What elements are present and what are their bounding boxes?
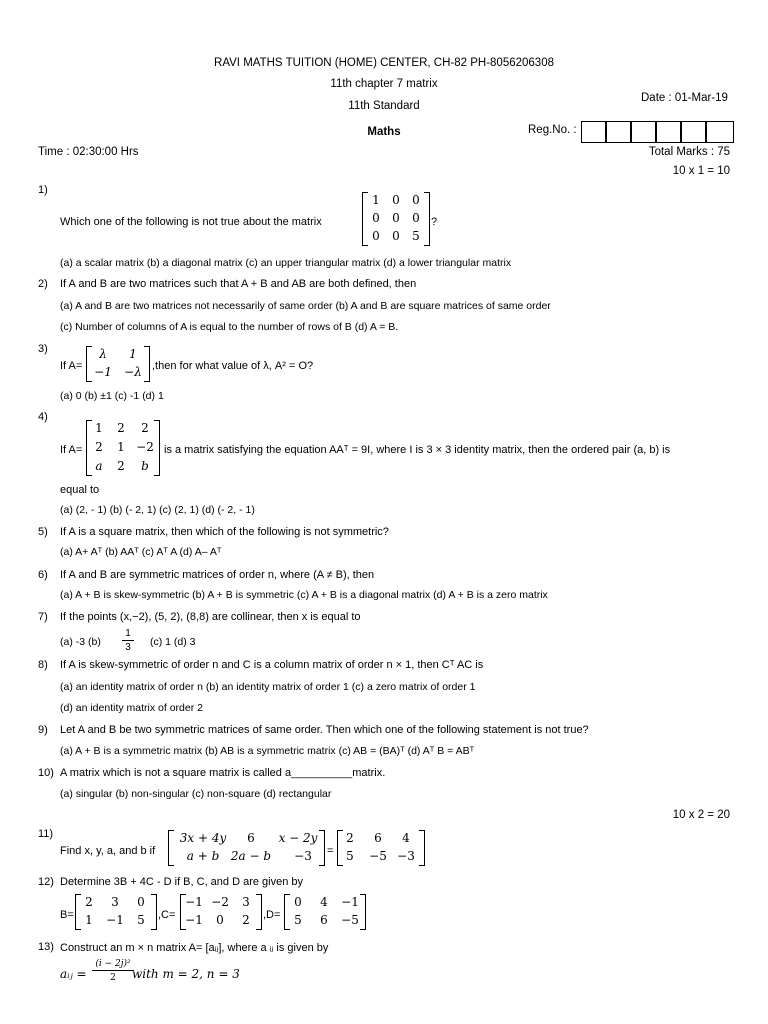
q1-qmark: ? bbox=[431, 216, 438, 228]
q10-options: (a) singular (b) non-singular (c) non-square (d) rectangular bbox=[60, 788, 332, 800]
q5-text: If A is a square matrix, then which of the following is not symmetric? bbox=[60, 526, 389, 538]
matrix-cell: a + b bbox=[186, 849, 220, 863]
matrix-cell: −1 bbox=[106, 913, 124, 927]
q10-text: A matrix which is not a square matrix is called a__________matrix. bbox=[60, 767, 386, 779]
matrix-cell: 1 bbox=[95, 421, 103, 435]
q12-c-label: ,C= bbox=[158, 909, 176, 921]
q7-frac-num: 1 bbox=[122, 628, 134, 641]
q12-number: 12) bbox=[38, 876, 54, 888]
q4-number: 4) bbox=[38, 411, 48, 423]
matrix-cell: 3 bbox=[111, 895, 119, 909]
matrix-cell: 3 bbox=[242, 895, 250, 909]
matrix-cell: 0 bbox=[392, 211, 400, 225]
q12-matrix-b bbox=[75, 894, 157, 930]
regno-box[interactable] bbox=[706, 121, 734, 143]
matrix-cell: 4 bbox=[320, 895, 328, 909]
section2-marks: 10 x 2 = 20 bbox=[672, 809, 730, 821]
q12-matrix-c bbox=[180, 894, 262, 930]
q12-b-label: B= bbox=[60, 909, 74, 921]
matrix-cell: 0 bbox=[412, 211, 420, 225]
matrix-cell: −3 bbox=[294, 849, 312, 863]
matrix-cell: −λ bbox=[124, 365, 142, 379]
q13-frac-num: (i − 2j)² bbox=[92, 958, 134, 971]
q4-suffix: is a matrix satisfying the equation AAᵀ = 9I, where I is 3 × 3 identity matrix, then the ordered pair (a, b) is bbox=[164, 444, 671, 456]
matrix-cell: 2 bbox=[117, 459, 125, 473]
matrix-cell: 1 bbox=[129, 347, 137, 361]
q9-options: (a) A + B is a symmetric matrix (b) AB is a symmetric matrix (c) AB = (BA)ᵀ (d) Aᵀ B = ABᵀ bbox=[60, 745, 475, 757]
q2-number: 2) bbox=[38, 278, 48, 290]
matrix-cell: b bbox=[141, 459, 149, 473]
matrix-cell: −5 bbox=[341, 913, 359, 927]
regno-box[interactable] bbox=[681, 121, 706, 143]
matrix-cell: 0 bbox=[412, 193, 420, 207]
matrix-cell: 4 bbox=[402, 831, 410, 845]
q13-text: Construct an m × n matrix A= [aᵢⱼ], where a ᵢⱼ is given by bbox=[60, 942, 329, 954]
q11-text: Find x, y, a, and b if bbox=[60, 845, 156, 857]
matrix-cell: 5 bbox=[137, 913, 145, 927]
matrix-cell: 0 bbox=[392, 229, 400, 243]
q9-text: Let A and B be two symmetric matrices of same order. Then which one of the following statement is not true? bbox=[60, 724, 589, 736]
regno-box[interactable] bbox=[581, 121, 606, 143]
matrix-cell: 2 bbox=[95, 440, 103, 454]
matrix-cell: 0 bbox=[216, 913, 224, 927]
matrix-cell: 1 bbox=[85, 913, 93, 927]
q13-lhs: aᵢⱼ = bbox=[60, 967, 87, 981]
q12-matrix-d bbox=[284, 894, 366, 930]
matrix-cell: 0 bbox=[392, 193, 400, 207]
q1-options: (a) a scalar matrix (b) a diagonal matrix (c) an upper triangular matrix (d) a lower triangular matrix bbox=[60, 257, 512, 269]
q11-matrix-right bbox=[337, 830, 425, 866]
q1-text: Which one of the following is not true about the matrix bbox=[60, 216, 322, 228]
exam-date: Date : 01-Mar-19 bbox=[641, 92, 728, 104]
q8-text: If A is skew-symmetric of order n and C is a column matrix of order n × 1, then Cᵀ AC is bbox=[60, 659, 484, 671]
q7-frac-den: 3 bbox=[125, 642, 131, 653]
matrix-cell: 1 bbox=[372, 193, 380, 207]
q7-option-a: (a) -3 (b) bbox=[60, 636, 101, 648]
matrix-cell: −5 bbox=[369, 849, 387, 863]
matrix-cell: 5 bbox=[294, 913, 302, 927]
matrix-cell: 6 bbox=[374, 831, 382, 845]
matrix-cell: −3 bbox=[397, 849, 415, 863]
matrix-cell: 0 bbox=[137, 895, 145, 909]
matrix-cell: 0 bbox=[372, 211, 380, 225]
q3-matrix bbox=[86, 346, 150, 382]
q7-number: 7) bbox=[38, 611, 48, 623]
q5-options: (a) A+ Aᵀ (b) AAᵀ (c) Aᵀ A (d) A– Aᵀ bbox=[60, 546, 222, 558]
q13-frac-den: 2 bbox=[110, 973, 116, 983]
q7-text: If the points (x,−2), (5, 2), (8,8) are collinear, then x is equal to bbox=[60, 611, 361, 623]
matrix-cell: 5 bbox=[346, 849, 354, 863]
q13-number: 13) bbox=[38, 941, 54, 953]
matrix-cell: 6 bbox=[247, 831, 255, 845]
q12-d-label: ,D= bbox=[263, 909, 281, 921]
q1-number: 1) bbox=[38, 184, 48, 196]
matrix-cell: 2a − b bbox=[230, 849, 272, 863]
q9-number: 9) bbox=[38, 724, 48, 736]
matrix-cell: x − 2y bbox=[278, 831, 318, 845]
q11-number: 11) bbox=[38, 828, 54, 840]
q3-suffix: ,then for what value of λ, A² = O? bbox=[152, 360, 314, 372]
q6-text: If A and B are symmetric matrices of order n, where (A ≠ B), then bbox=[60, 569, 375, 581]
q2-options-2: (c) Number of columns of A is equal to the number of rows of B (d) A = B. bbox=[60, 321, 399, 333]
matrix-cell: 2 bbox=[85, 895, 93, 909]
total-marks: Total Marks : 75 bbox=[648, 146, 730, 158]
matrix-cell: a bbox=[95, 459, 103, 473]
section1-marks: 10 x 1 = 10 bbox=[672, 165, 730, 177]
matrix-cell: 2 bbox=[242, 913, 250, 927]
q8-options-2: (d) an identity matrix of order 2 bbox=[60, 702, 203, 714]
matrix-cell: 1 bbox=[117, 440, 125, 454]
center-name: RAVI MATHS TUITION (HOME) CENTER, CH-82 PH-8056206308 bbox=[214, 57, 554, 69]
matrix-cell: −1 bbox=[185, 895, 203, 909]
subject: Maths bbox=[367, 126, 401, 138]
q4-options: (a) (2, - 1) (b) (- 2, 1) (c) (2, 1) (d) (- 2, - 1) bbox=[60, 504, 255, 516]
q6-number: 6) bbox=[38, 569, 48, 581]
regno-label: Reg.No. : bbox=[528, 124, 577, 136]
matrix-cell: 0 bbox=[294, 895, 302, 909]
q3-prefix: If A= bbox=[60, 360, 83, 372]
q6-options: (a) A + B is skew-symmetric (b) A + B is symmetric (c) A + B is a diagonal matrix (d) A + B is a zero matrix bbox=[60, 589, 548, 601]
matrix-cell: 3x + 4y bbox=[179, 831, 227, 845]
q4-continuation: equal to bbox=[60, 484, 100, 496]
standard: 11th Standard bbox=[348, 100, 420, 112]
q1-matrix bbox=[362, 192, 430, 246]
matrix-cell: 6 bbox=[320, 913, 328, 927]
q2-options-1: (a) A and B are two matrices not necessarily of same order (b) A and B are square matrices of same order bbox=[60, 300, 551, 312]
matrix-cell: λ bbox=[99, 347, 107, 361]
q8-options-1: (a) an identity matrix of order n (b) an identity matrix of order 1 (c) a zero matrix of order 1 bbox=[60, 681, 476, 693]
q4-matrix bbox=[86, 420, 160, 476]
q2-text: If A and B are two matrices such that A + B and AB are both defined, then bbox=[60, 278, 417, 290]
matrix-cell: −2 bbox=[136, 440, 154, 454]
matrix-cell: 2 bbox=[117, 421, 125, 435]
matrix-cell: 5 bbox=[412, 229, 420, 243]
q12-text: Determine 3B + 4C - D if B, C, and D are given by bbox=[60, 876, 304, 888]
q11-matrix-left bbox=[168, 830, 325, 866]
matrix-cell: −1 bbox=[185, 913, 203, 927]
q3-number: 3) bbox=[38, 343, 48, 355]
matrix-cell: 2 bbox=[346, 831, 354, 845]
matrix-cell: −2 bbox=[211, 895, 229, 909]
q7-options-rest: (c) 1 (d) 3 bbox=[150, 636, 196, 648]
matrix-cell: 2 bbox=[141, 421, 149, 435]
chapter-title: 11th chapter 7 matrix bbox=[330, 78, 438, 90]
matrix-cell: −1 bbox=[341, 895, 359, 909]
matrix-cell: −1 bbox=[94, 365, 112, 379]
matrix-cell: 0 bbox=[372, 229, 380, 243]
regno-box[interactable] bbox=[606, 121, 631, 143]
q5-number: 5) bbox=[38, 526, 48, 538]
q3-options: (a) 0 (b) ±1 (c) -1 (d) 1 bbox=[60, 390, 164, 402]
exam-time: Time : 02:30:00 Hrs bbox=[38, 146, 139, 158]
q4-prefix: If A= bbox=[60, 444, 83, 456]
regno-box[interactable] bbox=[631, 121, 656, 143]
q11-equals: = bbox=[327, 845, 334, 857]
q13-rhs: with m = 2, n = 3 bbox=[132, 967, 240, 981]
q8-number: 8) bbox=[38, 659, 48, 671]
q10-number: 10) bbox=[38, 767, 54, 779]
regno-box[interactable] bbox=[656, 121, 681, 143]
